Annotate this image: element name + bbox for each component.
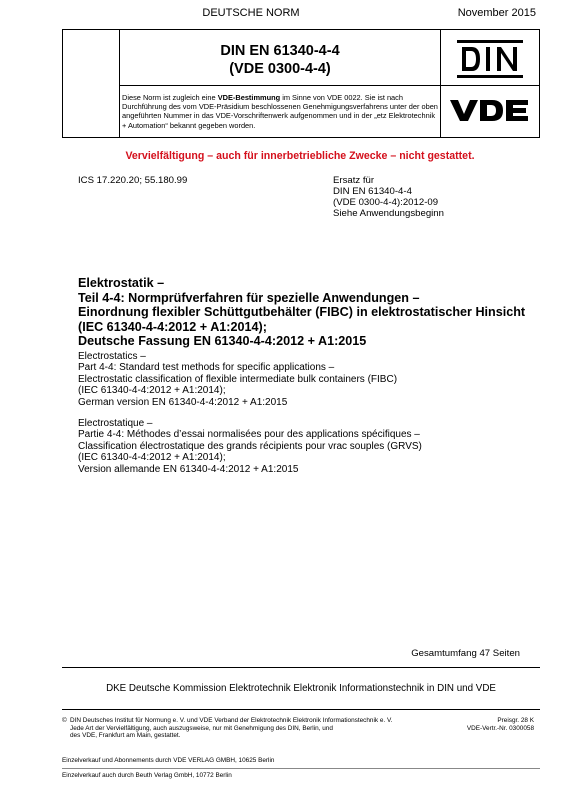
price-info (440, 717, 534, 732)
replaced-standard: DIN EN 61340-4-4 (333, 186, 412, 197)
note-body: im Sinne von VDE 0022. Sie ist nach Durchführung des vom VDE-Präsidium beschlossenen Genehmigungsverfahrens unter der oben angeführten Nummer in das VDE-Vorschriftenwerk aufgenommen und in der „etz Elektrotechnik + Automation“ bekannt gegeben worden. (122, 93, 438, 130)
vde-regulation-note (122, 93, 440, 130)
sales-info-vde: Einzelverkauf und Abonnements durch VDE VERLAG GMBH, 10625 Berlin (62, 757, 275, 764)
copyright-notice (70, 717, 440, 740)
replacement-info (333, 175, 444, 219)
title-english (78, 351, 548, 408)
title-bottom-rule (62, 137, 540, 138)
title-de-line: (IEC 61340-4-4:2012 + A1:2014); (78, 319, 267, 334)
note-intro: Diese Norm ist zugleich eine (122, 93, 218, 102)
title-en-line: (IEC 61340-4-4:2012 + A1:2014); (78, 385, 226, 397)
copy-prohibition-warning: Vervielfältigung – auch für innerbetriebliche Zwecke – nicht gestattet. (125, 150, 475, 162)
title-fr-line: Partie 4-4: Méthodes d’essai normalisées pour des applications spécifiques – (78, 429, 420, 441)
total-page-count: Gesamtumfang 47 Seiten (411, 648, 520, 659)
right-rule (539, 29, 540, 138)
title-de-line: Deutsche Fassung EN 61340-4-4:2012 + A1:2015 (78, 334, 367, 349)
copyright-line: Jede Art der Vervielfältigung, auch auszugsweise, nur mit Genehmigung des DIN, Berlin, und (70, 724, 333, 732)
dke-top-rule (62, 667, 540, 668)
copyright-line: des VDE, Frankfurt am Main, gestattet. (70, 732, 181, 740)
title-french (78, 418, 548, 475)
left-rule (62, 29, 63, 138)
title-en-line: German version EN 61340-4-4:2012 + A1:2015 (78, 396, 288, 408)
copyright-line: DIN Deutsches Institut für Normung e. V. und VDE Verband der Elektrotechnik Elektronik Informationstechnik e. V. (70, 717, 393, 724)
issue-date: November 2015 (457, 7, 536, 19)
copyright-symbol: © (62, 717, 67, 724)
title-fr-line: Electrostatique – (78, 418, 153, 429)
standard-number-block (120, 42, 440, 78)
application-start-note: Siehe Anwendungsbeginn (333, 208, 444, 219)
title-de-line: Elektrostatik – (78, 276, 165, 290)
ics-codes: ICS 17.220.20; 55.180.99 (78, 175, 188, 186)
title-en-line: Part 4-4: Standard test methods for specific applications – (78, 362, 335, 374)
title-fr-line: Version allemande EN 61340-4-4:2012 + A1:2015 (78, 463, 299, 475)
sales-separator (62, 768, 540, 769)
title-fr-line: (IEC 61340-4-4:2012 + A1:2014); (78, 452, 226, 464)
sales-info-beuth: Einzelverkauf auch durch Beuth Verlag GmbH, 10772 Berlin (62, 772, 232, 779)
vde-distribution-number: VDE-Vertr.-Nr. 0300058 (466, 724, 534, 732)
title-fr-line: Classification électrostatique des grands récipients pour vrac souples (GRVS) (78, 440, 422, 452)
title-mid-rule (119, 85, 540, 86)
dke-bottom-rule (62, 709, 540, 710)
title-right-divider (440, 29, 441, 138)
note-bold-term: VDE-Bestimmung (217, 93, 281, 102)
title-en-line: Electrostatic classification of flexible intermediate bulk containers (FIBC) (78, 373, 398, 385)
vde-logo (448, 96, 532, 124)
dke-commission: DKE Deutsche Kommission Elektrotechnik Elektronik Informationstechnik in DIN und VDE (106, 683, 496, 694)
din-logo (455, 37, 525, 81)
vde-number: (VDE 0300-4-4) (229, 61, 331, 77)
replacement-label: Ersatz für (333, 175, 375, 186)
din-number: DIN EN 61340-4-4 (220, 43, 340, 59)
title-en-line: Electrostatics – (78, 351, 146, 362)
top-rule (62, 29, 540, 30)
title-german (78, 276, 548, 349)
price-group: Preisgr. 28 K (497, 717, 534, 724)
title-de-line: Teil 4-4: Normprüfverfahren für spezielle Anwendungen – (78, 290, 420, 305)
norm-type-label: DEUTSCHE NORM (202, 7, 300, 19)
din-logo-icon (455, 37, 525, 81)
title-de-line: Einordnung flexibler Schüttgutbehälter (FIBC) in elektrostatischer Hinsicht (78, 305, 526, 320)
vde-logo-icon (448, 96, 532, 124)
replaced-vde-edition: (VDE 0300-4-4):2012-09 (333, 197, 439, 208)
